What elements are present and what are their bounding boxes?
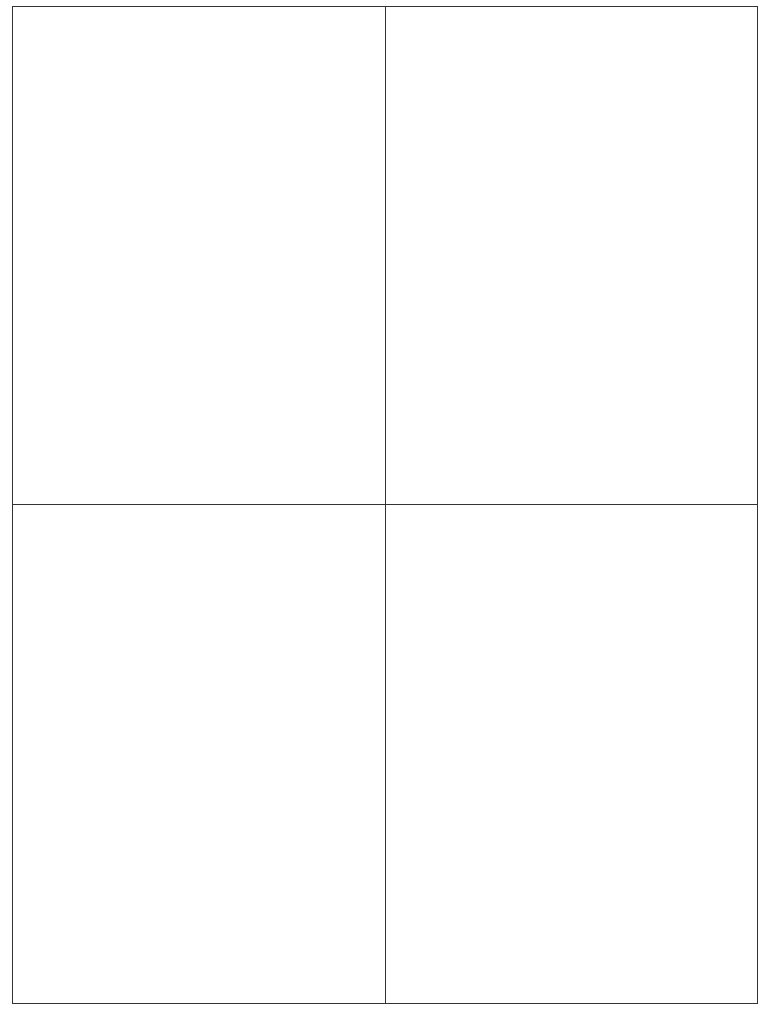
cut-line-horizontal xyxy=(13,504,757,505)
invoice-sheet xyxy=(12,6,758,1004)
cut-line-vertical xyxy=(385,7,386,1003)
